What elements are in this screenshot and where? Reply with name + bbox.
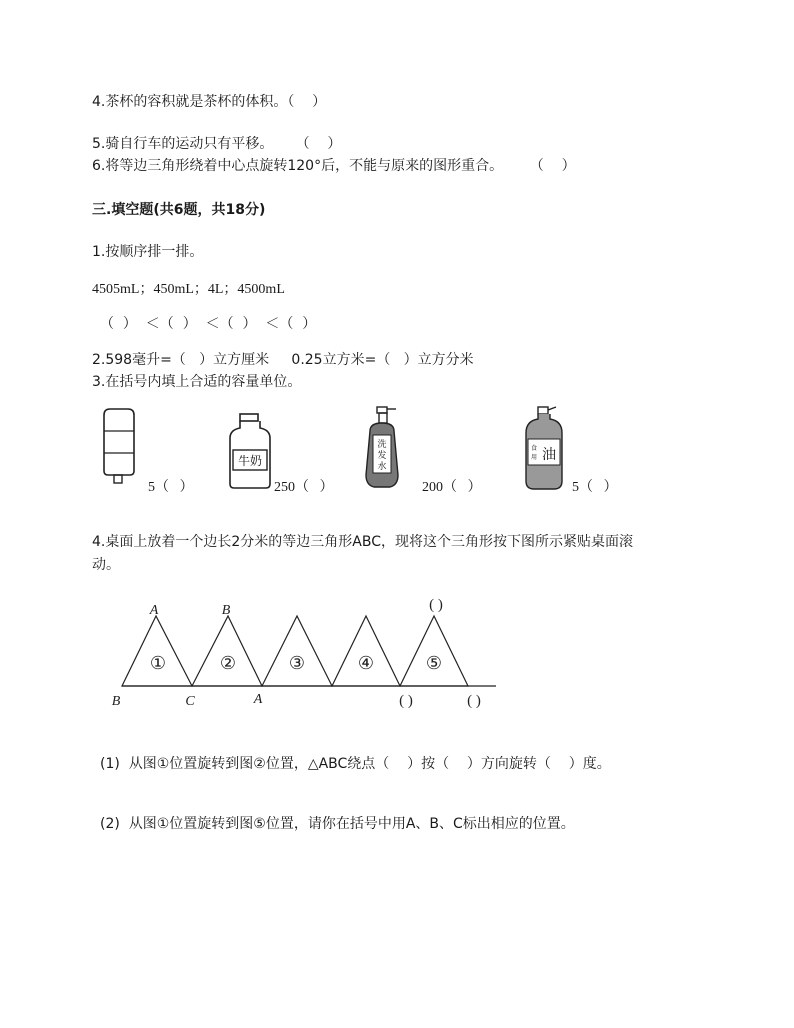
container-4-label: 5（ ） <box>572 480 618 495</box>
fill-q1-items: 4505mL；450mL；4L；4500mL <box>92 282 285 297</box>
fill-q4-sub2: (2) 从图①位置旋转到图⑤位置，请你在括号中用A、B、C标出相应的位置。 <box>100 816 575 832</box>
judgement-q5: 5.骑自行车的运动只有平移。 （ ） <box>92 136 342 152</box>
fill-q1-prompt: 1.按顺序排一排。 <box>92 244 204 260</box>
svg-text:洗: 洗 <box>377 439 387 449</box>
svg-text:水: 水 <box>377 461 387 471</box>
container-1-label: 5（ ） <box>148 480 194 495</box>
oil-bottle-icon <box>520 405 568 493</box>
blank-bottom-2: ( ) <box>467 693 481 709</box>
svg-text:发: 发 <box>377 450 387 460</box>
triangle-3-label: ③ <box>288 653 306 673</box>
judgement-q6: 6.将等边三角形绕着中心点旋转120°后，不能与原来的图形重合。 （ ） <box>92 158 576 174</box>
water-jug-icon <box>96 405 144 487</box>
vertex-label-A-top: A <box>149 603 159 618</box>
container-2-label: 250（ ） <box>274 480 334 495</box>
vertex-label-A-bottom: A <box>253 692 263 707</box>
container-3-label: 200（ ） <box>422 480 482 495</box>
blank-bottom-1: ( ) <box>399 693 413 709</box>
milk-bottle-icon <box>226 412 274 492</box>
oil-label-text: 油 <box>542 448 556 463</box>
triangle-4-label: ④ <box>357 653 375 673</box>
fill-q3-prompt: 3.在括号内填上合适的容量单位。 <box>92 374 302 390</box>
triangle-3 <box>262 616 332 686</box>
vertex-label-B-top: B <box>221 603 231 618</box>
triangle-2 <box>192 616 262 686</box>
triangle-5-label: ⑤ <box>425 653 443 673</box>
vertex-label-B-bottom: B <box>111 694 121 709</box>
triangle-5 <box>400 616 468 686</box>
judgement-q4: 4.茶杯的容积就是茶杯的体积。（ ） <box>92 94 327 110</box>
triangle-4 <box>332 616 400 686</box>
svg-text:食: 食 <box>530 446 538 452</box>
svg-text:用: 用 <box>530 455 538 461</box>
fill-q2: 2.598毫升=（ ）立方厘米 0.25立方米=（ ）立方分米 <box>92 352 474 368</box>
rolling-triangle-diagram <box>94 585 524 720</box>
fill-q4-sub1: (1) 从图①位置旋转到图②位置，△ABC绕点（ ）按（ ）方向旋转（ ）度。 <box>100 756 611 772</box>
section-heading: 三.填空题(共6题，共18分) <box>92 202 266 218</box>
triangle-2-label: ② <box>219 653 237 673</box>
triangle-1-label: ① <box>149 653 167 673</box>
fill-q1-blanks: （ ） ＜（ ） ＜（ ） ＜（ ） <box>100 316 317 332</box>
fill-q4-prompt-line2: 动。 <box>92 557 120 573</box>
vertex-label-C-bottom: C <box>185 694 195 709</box>
milk-label-text: 牛奶 <box>237 454 263 468</box>
shampoo-bottle-icon <box>362 405 410 491</box>
fill-q4-prompt-line1: 4.桌面上放着一个边长2分米的等边三角形ABC，现将这个三角形按下图所示紧贴桌面滚 <box>92 534 633 550</box>
blank-top: ( ) <box>429 597 443 613</box>
triangle-1 <box>122 616 192 686</box>
